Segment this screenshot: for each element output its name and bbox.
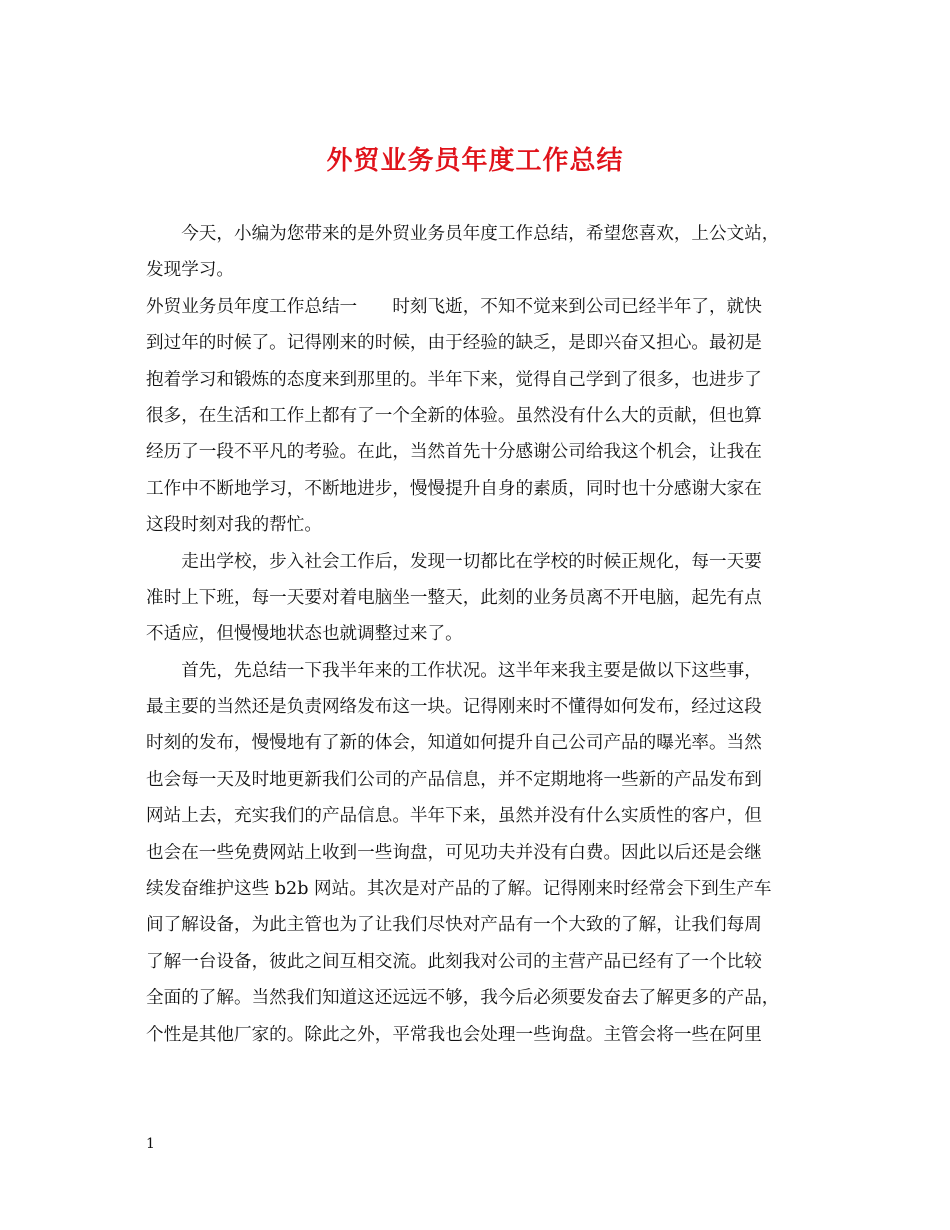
text-line: 很多，在生活和工作上都有了一个全新的体验。虽然没有什么大的贡献，但也算 — [146, 405, 762, 426]
text-line: 个性是其他厂家的。除此之外，平常我也会处理一些询盘。主管会将一些在阿里 — [146, 1024, 762, 1045]
text-line: 工作中不断地学习，不断地进步，慢慢提升自身的素质，同时也十分感谢大家在 — [146, 478, 762, 499]
text-line: 网站上去，充实我们的产品信息。半年下来，虽然并没有什么实质性的客户，但 — [146, 806, 762, 827]
text-line: 外贸业务员年度工作总结一 时刻飞逝，不知不觉来到公司已经半年了，就快 — [146, 296, 762, 317]
document-body — [146, 216, 806, 1053]
text-line: 也会每一天及时地更新我们公司的产品信息，并不定期地将一些新的产品发布到 — [146, 769, 762, 790]
text-line: 发现学习。 — [146, 260, 234, 281]
text-line: 到过年的时候了。记得刚来的时候，由于经验的缺乏，是即兴奋又担心。最初是 — [146, 333, 762, 354]
text-line: 首先，先总结一下我半年来的工作状况。这半年来我主要是做以下这些事， — [146, 660, 762, 681]
text-line: 时刻的发布，慢慢地有了新的体会，知道如何提升自己公司产品的曝光率。当然 — [146, 733, 762, 754]
page-number: 1 — [146, 1136, 155, 1152]
text-line: 这段时刻对我的帮忙。 — [146, 515, 322, 536]
text-line: 抱着学习和锻炼的态度来到那里的。半年下来，觉得自己学到了很多，也进步了 — [146, 369, 762, 390]
text-line: 最主要的当然还是负责网络发布这一块。记得刚来时不懂得如何发布，经过这段 — [146, 697, 762, 718]
text-line: 走出学校，步入社会工作后，发现一切都比在学校的时候正规化，每一天要 — [146, 551, 762, 572]
text-line: 续发奋维护这些 b2b 网站。其次是对产品的了解。记得刚来时经常会下到生产车 — [146, 879, 772, 900]
text-line: 不适应，但慢慢地状态也就调整过来了。 — [146, 624, 463, 645]
text-line: 了解一台设备，彼此之间互相交流。此刻我对公司的主营产品已经有了一个比较 — [146, 951, 762, 972]
text-line: 准时上下班，每一天要对着电脑坐一整天，此刻的业务员离不开电脑，起先有点 — [146, 587, 762, 608]
text-line: 间了解设备，为此主管也为了让我们尽快对产品有一个大致的了解，让我们每周 — [146, 915, 762, 936]
text-line: 也会在一些免费网站上收到一些询盘，可见功夫并没有白费。因此以后还是会继 — [146, 842, 762, 863]
text-line: 经历了一段不平凡的考验。在此，当然首先十分感谢公司给我这个机会，让我在 — [146, 442, 762, 463]
text-line: 今天，小编为您带来的是外贸业务员年度工作总结，希望您喜欢，上公文站， — [146, 224, 780, 244]
document-title: 外贸业务员年度工作总结 — [326, 146, 624, 176]
text-line: 全面的了解。当然我们知道这还远远不够，我今后必须要发奋去了解更多的产品， — [146, 988, 780, 1009]
